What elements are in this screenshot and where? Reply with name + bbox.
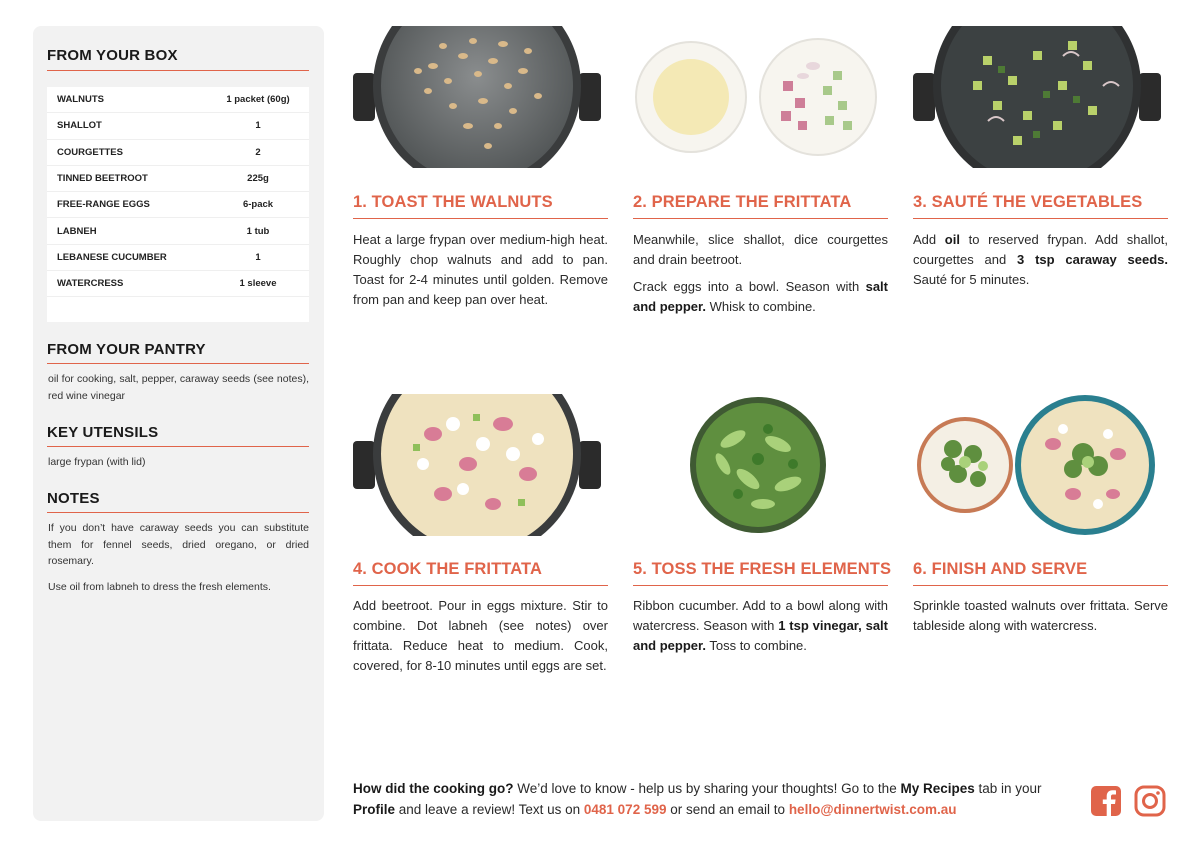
bold-text: oil: [944, 232, 960, 247]
step-title: 1. TOAST THE WALNUTS: [353, 193, 553, 211]
box-ingredients-table: [47, 87, 309, 322]
text-run: and leave a review! Text us on: [395, 802, 584, 817]
ingredient-row: [47, 271, 309, 297]
step-body: [633, 230, 888, 324]
step-title: 6. FINISH AND SERVE: [913, 560, 1088, 578]
text-run: Whisk to combine.: [705, 299, 816, 314]
ingredient-row: [47, 87, 309, 113]
heading-rule: [47, 446, 309, 447]
step-body: [913, 596, 1168, 643]
step-body: [353, 596, 608, 683]
title-rule: [633, 585, 888, 586]
ingredient-quantity: 1 sleeve: [239, 278, 277, 290]
feedback-footer: [353, 778, 1073, 820]
step-title: 3. SAUTÉ THE VEGETABLES: [913, 193, 1143, 211]
serve-plates-photo: [913, 394, 1168, 536]
ingredient-row: [47, 140, 309, 166]
ingredient-quantity: 1 packet (60g): [226, 94, 290, 106]
ingredient-quantity: 2: [255, 146, 261, 158]
key-utensils-heading: KEY UTENSILS: [47, 424, 159, 441]
pantry-text: oil for cooking, salt, pepper, caraway seeds (see notes), red wine vinegar: [48, 373, 309, 402]
ingredient-row: [47, 113, 309, 139]
step-paragraph: [353, 230, 608, 310]
ingredient-name: COURGETTES: [57, 146, 123, 158]
ingredient-quantity: 1: [255, 251, 261, 263]
text-run: Add beetroot. Pour in eggs mixture. Stir to combine. Dot labneh (see notes) over frittata. Reduce heat to medium. Cook, covered, for 8-10 minutes until eggs are set.: [353, 598, 608, 673]
contact-link[interactable]: hello@dinnertwist.com.au: [788, 802, 957, 817]
step-paragraph: [353, 596, 608, 676]
text-run: to reserved frypan. Add shallot, courgettes and: [913, 232, 1169, 267]
prep-bowls-photo: [633, 26, 888, 168]
contact-link[interactable]: 0481 072 599: [583, 802, 667, 817]
ingredient-name: WALNUTS: [57, 94, 104, 106]
ingredient-quantity: 1: [255, 120, 261, 132]
ingredient-quantity: 6-pack: [242, 199, 274, 211]
facebook-icon[interactable]: [1090, 785, 1122, 817]
bold-text: Profile: [353, 802, 396, 817]
bold-text: How did the cooking go?: [353, 781, 514, 796]
text-run: tab in your: [974, 781, 1042, 796]
step-body: [633, 596, 888, 663]
ingredient-name: WATERCRESS: [57, 278, 124, 290]
salad-bowl-photo: [633, 394, 888, 536]
ingredient-name: TINNED BEETROOT: [57, 173, 148, 185]
ingredient-quantity: 225g: [247, 173, 269, 185]
title-rule: [353, 218, 608, 219]
saute-vegetables-photo: [913, 26, 1168, 168]
title-rule: [913, 585, 1168, 586]
title-rule: [633, 218, 888, 219]
step-title: 2. PREPARE THE FRITTATA: [633, 193, 852, 211]
step-title: 4. COOK THE FRITTATA: [353, 560, 542, 578]
title-rule: [353, 585, 608, 586]
text-run: Heat a large frypan over medium-high heat. Roughly chop walnuts and add to pan. Toast for 2-4 minutes until golden. Remove from pan and keep pan over heat.: [353, 232, 608, 307]
ingredient-row: [47, 166, 309, 192]
ingredients-sidebar: [33, 26, 324, 821]
from-your-pantry-heading: FROM YOUR PANTRY: [47, 341, 206, 358]
step-paragraph: [633, 596, 888, 656]
ingredient-name: SHALLOT: [57, 120, 102, 132]
ingredient-row: [47, 245, 309, 271]
bold-text: salt and pepper.: [633, 279, 888, 314]
ingredient-name: FREE-RANGE EGGS: [57, 199, 150, 211]
step-paragraph: [633, 230, 888, 270]
text-run: Sauté for 5 minutes.: [913, 272, 1030, 287]
text-run: or send an email to: [666, 802, 789, 817]
step-paragraph: [633, 277, 888, 317]
text-run: Ribbon cucumber. Add to a bowl along with watercress. Season with: [633, 598, 888, 633]
ingredient-quantity: 1 tub: [246, 225, 270, 237]
frittata-pan-photo: [353, 394, 608, 536]
notes-text-1: If you don’t have caraway seeds you can substitute them for fennel seeds, dried oregano, or dried rosemary.: [48, 522, 309, 567]
ingredient-row: [47, 192, 309, 218]
utensils-text: large frypan (with lid): [48, 456, 146, 468]
ingredient-row: [47, 218, 309, 244]
walnuts-pan-photo: [353, 26, 608, 168]
bold-text: 3 tsp caraway seeds.: [1017, 252, 1168, 267]
text-run: Add: [913, 232, 945, 247]
text-run: Meanwhile, slice shallot, dice courgettes and drain beetroot.: [633, 232, 888, 267]
bold-text: My Recipes: [900, 781, 975, 796]
step-body: [913, 230, 1168, 297]
instagram-icon[interactable]: [1134, 785, 1166, 817]
heading-rule: [47, 512, 309, 513]
heading-rule: [47, 363, 309, 364]
heading-rule: [47, 70, 309, 71]
text-run: Toss to combine.: [705, 638, 807, 653]
step-paragraph: [913, 596, 1168, 636]
notes-heading: NOTES: [47, 490, 100, 507]
step-body: [353, 230, 608, 317]
text-run: We’d love to know - help us by sharing your thoughts! Go to the: [513, 781, 901, 796]
step-title: 5. TOSS THE FRESH ELEMENTS: [633, 560, 892, 578]
text-run: Crack eggs into a bowl. Season with: [633, 279, 866, 294]
step-paragraph: [913, 230, 1168, 290]
notes-text-2: Use oil from labneh to dress the fresh elements.: [48, 581, 271, 593]
ingredient-name: LABNEH: [57, 225, 97, 237]
bold-text: 1 tsp vinegar, salt and pepper.: [633, 618, 888, 653]
title-rule: [913, 218, 1168, 219]
from-your-box-heading: FROM YOUR BOX: [47, 47, 178, 64]
text-run: Sprinkle toasted walnuts over frittata. Serve tableside along with watercress.: [913, 598, 1168, 633]
ingredient-name: LEBANESE CUCUMBER: [57, 251, 167, 263]
